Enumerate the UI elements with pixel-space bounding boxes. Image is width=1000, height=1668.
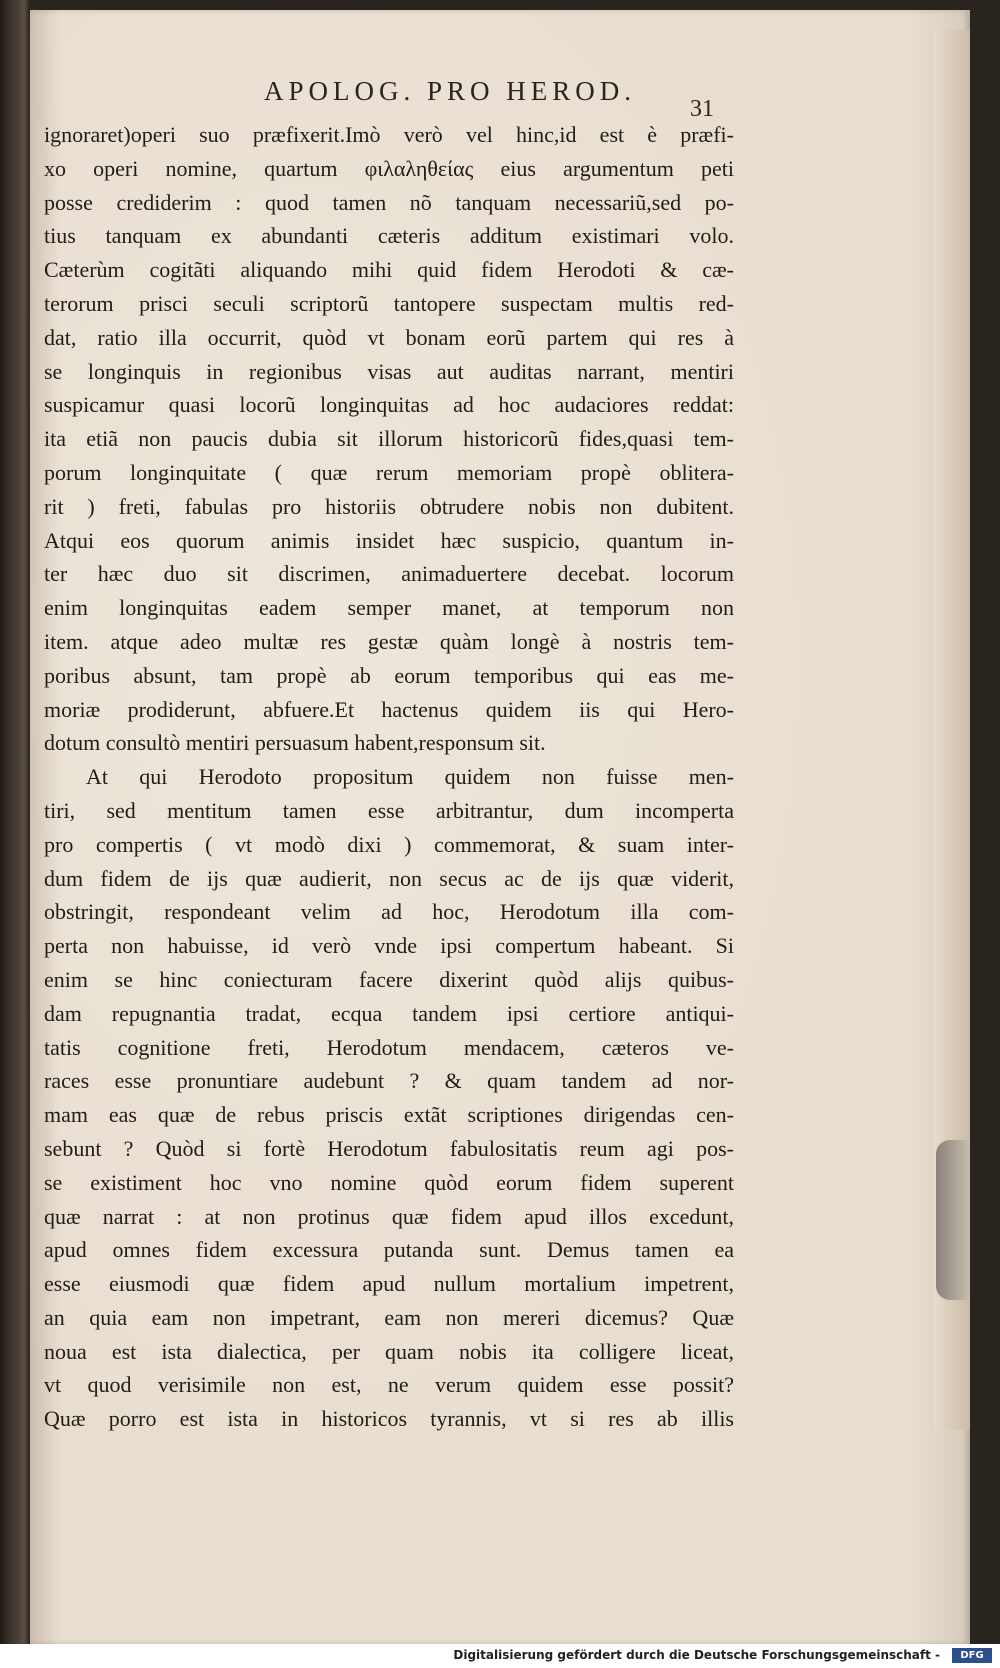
text-line: se longinquis in regionibus visas aut auditas narrant, mentiri [44, 358, 734, 384]
text-line: poribus absunt, tam propè ab eorum temporibus qui eas me- [44, 662, 734, 688]
text-line: quæ narrat : at non protinus quæ fidem apud illos excedunt, [44, 1203, 734, 1229]
dfg-logo: DFG [952, 1648, 992, 1663]
text-line: enim se hinc coniecturam facere dixerint quòd alijs quibus- [44, 966, 734, 992]
funding-credit: Digitalisierung gefördert durch die Deutsche Forschungsgemeinschaft - [453, 1648, 940, 1662]
text-line: suspicamur quasi locorũ longinquitas ad hoc audaciores reddat: [44, 392, 734, 418]
text-line: terorum prisci seculi scriptorũ tantopere suspectam multis red- [44, 290, 734, 316]
text-line: mam eas quæ de rebus priscis extãt scriptiones dirigendas cen- [44, 1102, 734, 1128]
text-line: perta non habuisse, id verò vnde ipsi compertum habeant. Si [44, 933, 734, 959]
text-line: dum fidem de ijs quæ audierit, non secus ac de ijs quæ viderit, [44, 865, 734, 891]
text-line: dotum consultò mentiri persuasum habent,responsum sit. [44, 730, 546, 756]
text-line: apud omnes fidem excessura putanda sunt. Demus tamen ea [44, 1237, 734, 1263]
text-line: item. atque adeo multæ res gestæ quàm longè à nostris tem- [44, 628, 734, 654]
text-line: ter hæc duo sit discrimen, animaduertere decebat. locorum [44, 561, 734, 587]
text-line: dat, ratio illa occurrit, quòd vt bonam eorũ partem qui res à [44, 324, 734, 350]
footer-bar [0, 1644, 1000, 1668]
text-line: obstringit, respondeant velim ad hoc, Herodotum illa com- [44, 899, 734, 925]
text-line: At qui Herodoto propositum quidem non fuisse men- [86, 764, 734, 790]
text-line: tatis cognitione freti, Herodotum mendacem, cæteros ve- [44, 1034, 734, 1060]
folio-number: 31 [690, 96, 714, 122]
text-line: rit ) freti, fabulas pro historiis obtrudere nobis non dubitent. [44, 493, 734, 519]
text-line: enim longinquitas eadem semper manet, at temporum non [44, 595, 734, 621]
text-line: tiri, sed mentitum tamen esse arbitrantur, dum incomperta [44, 797, 734, 823]
text-line: ita etiã non paucis dubia sit illorum historicorũ fides,quasi tem- [44, 426, 734, 452]
text-line: noua est ista dialectica, per quam nobis ita colligere liceat, [44, 1338, 734, 1364]
text-line: pro compertis ( vt modò dixi ) commemorat, & suam inter- [44, 831, 734, 857]
text-line: esse eiusmodi quæ fidem apud nullum mortalium impetrent, [44, 1271, 734, 1297]
text-line: sebunt ? Quòd si fortè Herodotum fabulositatis reum agi pos- [44, 1135, 734, 1161]
text-line: xo operi nomine, quartum φιλαληθείας eius argumentum peti [44, 155, 734, 181]
body-text [44, 118, 734, 1436]
text-line: dam repugnantia tradat, ecqua tandem ipsi certiore antiqui- [44, 1000, 734, 1026]
text-line: an quia eam non impetrant, eam non mereri dicemus? Quæ [44, 1304, 734, 1330]
text-line: moriæ prodiderunt, abfuere.Et hactenus quidem iis qui Hero- [44, 696, 734, 722]
text-line: Quæ porro est ista in historicos tyrannis, vt si res ab illis [44, 1406, 734, 1432]
running-head: APOLOG. PRO HEROD. [263, 76, 637, 106]
text-line: posse crediderim : quod tamen nõ tanquam necessariũ,sed po- [44, 189, 734, 215]
text-line: vt quod verisimile non est, ne verum quidem esse possit? [44, 1372, 734, 1398]
text-line: porum longinquitate ( quæ rerum memoriam propè oblitera- [44, 459, 734, 485]
text-line: Atqui eos quorum animis insidet hæc suspicio, quantum in- [44, 527, 734, 553]
text-line: Cæterùm cogitãti aliquando mihi quid fidem Herodoti & cæ- [44, 257, 734, 283]
text-line: races esse pronuntiare audebunt ? & quam tandem ad nor- [44, 1068, 734, 1094]
text-line: ignoraret)operi suo præfixerit.Imò verò vel hinc,id est è præfi- [44, 122, 734, 147]
text-line: tius tanquam ex abundanti cæteris additum existimari volo. [44, 223, 734, 249]
fore-edge-tab [936, 1140, 970, 1300]
text-line: se existiment hoc vno nomine quòd eorum fidem superent [44, 1169, 734, 1195]
